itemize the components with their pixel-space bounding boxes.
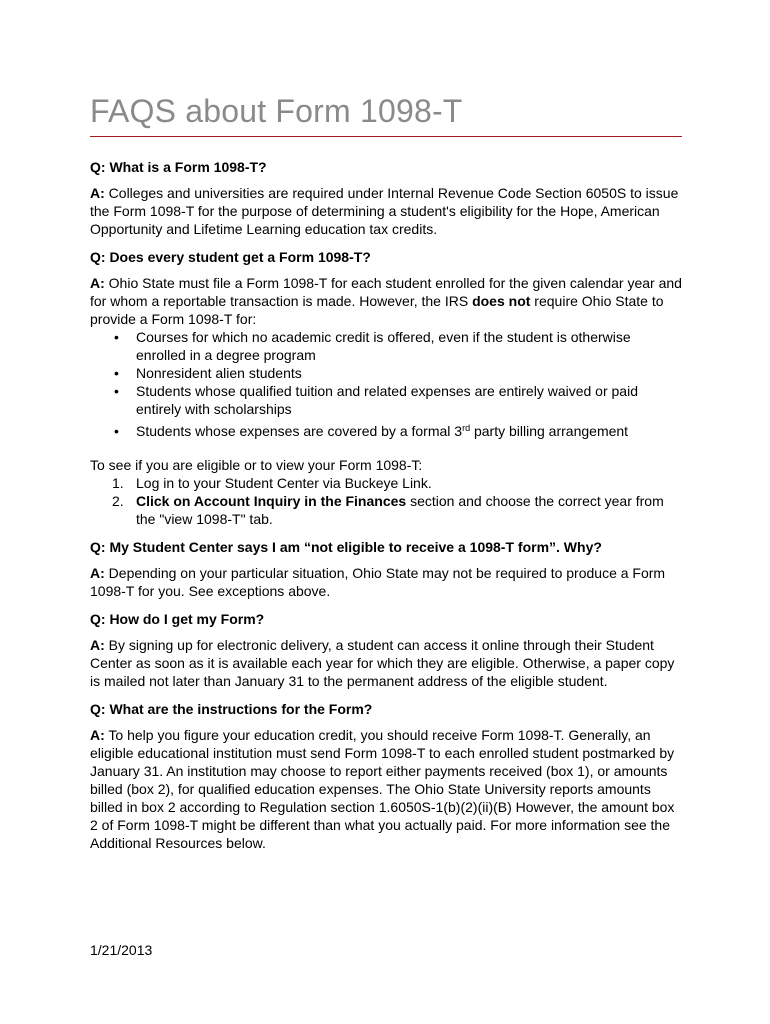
faq4-answer-text: By signing up for electronic delivery, a student can access it online through their Student Center as soon as it is available each year for which they are eligible. Otherwise, a paper copy is mailed not later than January 31 to the permanent address of the eligible student. xyxy=(90,637,675,689)
page-title: FAQS about Form 1098-T xyxy=(90,93,463,129)
list-item-text: Nonresident alien students xyxy=(136,365,302,381)
step-text: Log in to your Student Center via Buckeye Link. xyxy=(136,475,432,491)
step-number: 2. xyxy=(112,493,124,509)
list-item xyxy=(90,328,682,364)
answer-label: A: xyxy=(90,565,105,581)
faq5-answer-text: To help you figure your education credit, you should receive Form 1098-T. Generally, an eligible educational institution must send Form 1098-T to each enrolled student postmarked by January 31. An institution may choose to report either payments received (box 1), or amounts billed (box 2), for qualified education expenses. The Ohio State University reports amounts billed in box 2 according to Regulation section 1.6050S-1(b)(2)(ii)(B) However, the amount box 2 of Form 1098-T might be different than what you actually paid. For more information see the Additional Resources below. xyxy=(90,727,675,851)
faq1-question: Q: What is a Form 1098-T? xyxy=(90,159,267,175)
bullet-icon: • xyxy=(114,365,119,381)
list-item-text-post: party billing arrangement xyxy=(470,423,629,439)
faq2-answer-text-pre: Ohio State must file a Form 1098-T for each student enrolled for the given calendar year and for whom a reportable transaction is made. However, the IRS xyxy=(90,275,682,309)
step-number: 1. xyxy=(112,475,124,491)
list-item xyxy=(90,364,682,382)
superscript: rd xyxy=(462,423,471,433)
answer-label: A: xyxy=(90,185,105,201)
eligibility-intro: To see if you are eligible or to view your Form 1098-T: xyxy=(90,457,423,473)
answer-label: A: xyxy=(90,727,105,743)
eligibility-steps xyxy=(90,474,682,528)
bullet-icon: • xyxy=(114,423,119,439)
footer-date: 1/21/2013 xyxy=(90,942,153,958)
faq5-question: Q: What are the instructions for the Form? xyxy=(90,701,373,717)
list-item-text: Courses for which no academic credit is offered, even if the student is otherwise enrolled in a degree program xyxy=(136,329,631,363)
bullet-icon: • xyxy=(114,383,119,399)
faq2-answer xyxy=(90,274,682,328)
faq2-question: Q: Does every student get a Form 1098-T? xyxy=(90,249,371,265)
answer-label: A: xyxy=(90,637,105,653)
faq1-answer-text: Colleges and universities are required under Internal Revenue Code Section 6050S to issue the Form 1098-T for the purpose of determining a student's eligibility for the Hope, American Opportunity and Lifetime Learning education tax credits. xyxy=(90,185,679,237)
faq-content xyxy=(90,158,682,862)
faq2-answer-text-post: require Ohio State to provide a Form 1098-T for: xyxy=(90,293,664,327)
list-item-text: Students whose qualified tuition and related expenses are entirely waived or paid entirely with scholarships xyxy=(136,383,638,417)
step-emphasis: Click on Account Inquiry in the Finances xyxy=(136,493,407,509)
step-text: section and choose the correct year from the "view 1098-T" tab. xyxy=(136,493,664,527)
list-item xyxy=(90,382,682,418)
faq3-question: Q: My Student Center says I am “not eligible to receive a 1098-T form”. Why? xyxy=(90,539,602,555)
list-item xyxy=(90,422,682,440)
faq5-answer xyxy=(90,726,682,852)
faq1-answer xyxy=(90,184,682,238)
list-item xyxy=(90,492,682,528)
exceptions-list xyxy=(90,328,682,440)
list-item xyxy=(90,474,682,492)
bullet-icon: • xyxy=(114,329,119,345)
faq4-question: Q: How do I get my Form? xyxy=(90,611,265,627)
list-item-text: Students whose expenses are covered by a formal 3 xyxy=(136,423,463,439)
answer-label: A: xyxy=(90,275,105,291)
title-divider xyxy=(90,136,682,137)
faq3-answer-text: Depending on your particular situation, Ohio State may not be required to produce a Form 1098-T for you. See exceptions above. xyxy=(90,565,666,599)
faq2-answer-emphasis: does not xyxy=(472,293,531,309)
faq3-answer xyxy=(90,564,682,600)
faq4-answer xyxy=(90,636,682,690)
